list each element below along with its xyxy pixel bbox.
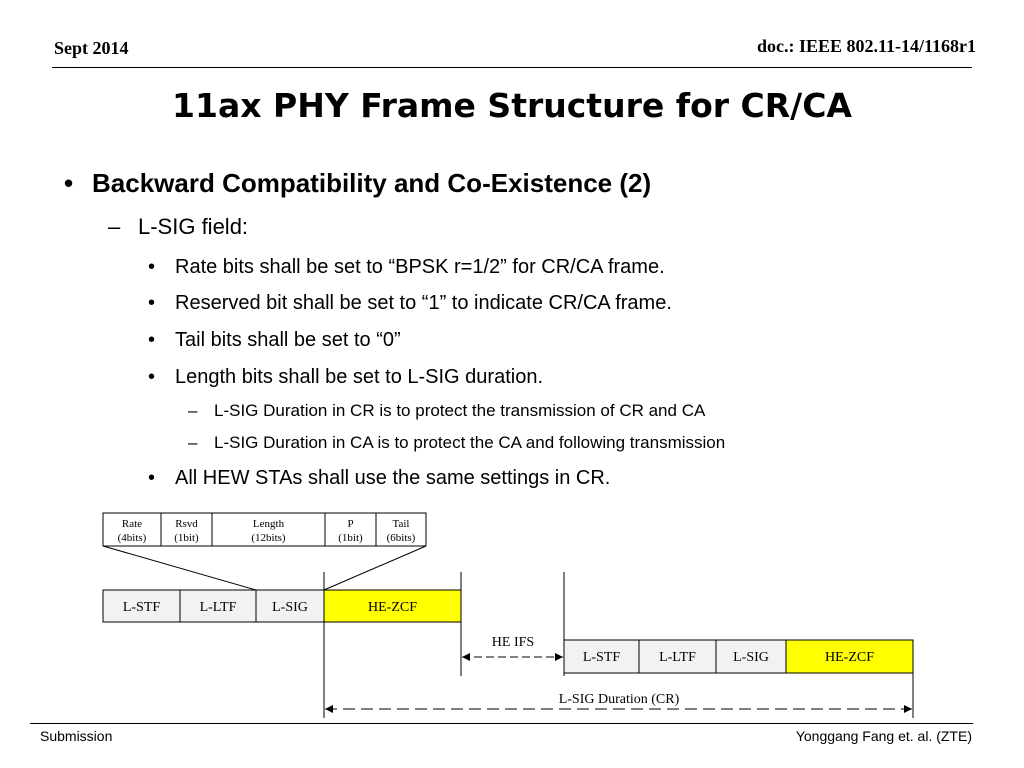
bullet-text: All HEW STAs shall use the same settings in CR. xyxy=(175,467,611,489)
bullet-text: Rate bits shall be set to “BPSK r=1/2” for CR/CA frame. xyxy=(175,256,665,278)
bullet-text: Reserved bit shall be set to “1” to indicate CR/CA frame. xyxy=(175,292,672,314)
field-length-bits: (12bits) xyxy=(251,532,286,544)
expand-line-right xyxy=(324,546,426,590)
bullet-text: Backward Compatibility and Co-Existence (2) xyxy=(92,168,652,198)
bullet-text: Length bits shall be set to L-SIG duration. xyxy=(175,366,543,388)
frame1-lltf: L-LTF xyxy=(199,600,237,615)
frame1-lstf: L-STF xyxy=(122,600,161,615)
footer-submission: Submission xyxy=(40,728,113,744)
field-rsvd-name: Rsvd xyxy=(175,518,198,530)
footer-authors: Yonggang Fang et. al. (ZTE) xyxy=(795,728,972,744)
dash-marker: – xyxy=(108,214,121,239)
bullet-marker: • xyxy=(148,366,156,388)
frame1-lsig: L-SIG xyxy=(272,600,308,615)
header-doc-id: doc.: IEEE 802.11-14/1168r1 xyxy=(756,36,976,56)
frame1-hezcf: HE-ZCF xyxy=(368,600,417,615)
frame-1 xyxy=(103,590,461,622)
field-p-bits: (1bit) xyxy=(338,532,363,544)
bullet-text: L-SIG Duration in CA is to protect the CA and following transmission xyxy=(214,433,726,452)
footer-divider xyxy=(30,723,973,724)
slide-title: 11ax PHY Frame Structure for CR/CA xyxy=(172,86,852,125)
field-rsvd-bits: (1bit) xyxy=(174,532,199,544)
bullet-marker: • xyxy=(148,329,156,351)
bullet-marker: • xyxy=(148,292,156,314)
header-date: Sept 2014 xyxy=(54,38,129,58)
bullet-marker: • xyxy=(148,467,156,489)
bullet-text: L-SIG Duration in CR is to protect the transmission of CR and CA xyxy=(214,401,706,420)
dash-marker: – xyxy=(188,433,198,452)
frame2-hezcf: HE-ZCF xyxy=(825,650,874,665)
bullet-marker: • xyxy=(148,256,156,278)
expand-line-left xyxy=(103,546,256,590)
bullet-text: Tail bits shall be set to “0” xyxy=(175,329,401,351)
field-length-name: Length xyxy=(252,518,285,530)
field-rate-name: Rate xyxy=(121,518,143,530)
dash-marker: – xyxy=(188,401,198,420)
lsig-bit-fields xyxy=(103,513,426,546)
frame2-lsig: L-SIG xyxy=(733,650,769,665)
field-tail-bits: (6bits) xyxy=(386,532,416,544)
field-p-name: P xyxy=(347,518,354,530)
frame2-lltf: L-LTF xyxy=(659,650,696,665)
frame-2 xyxy=(564,640,913,673)
field-tail-name: Tail xyxy=(392,518,410,530)
bullet-text: L-SIG field: xyxy=(138,214,249,239)
bullet-marker: • xyxy=(64,168,74,198)
field-rate-bits: (4bits) xyxy=(117,532,147,544)
he-ifs-label: HE IFS xyxy=(491,635,535,650)
frame2-lstf: L-STF xyxy=(582,650,621,665)
lsig-duration-label: L-SIG Duration (CR) xyxy=(558,692,680,707)
